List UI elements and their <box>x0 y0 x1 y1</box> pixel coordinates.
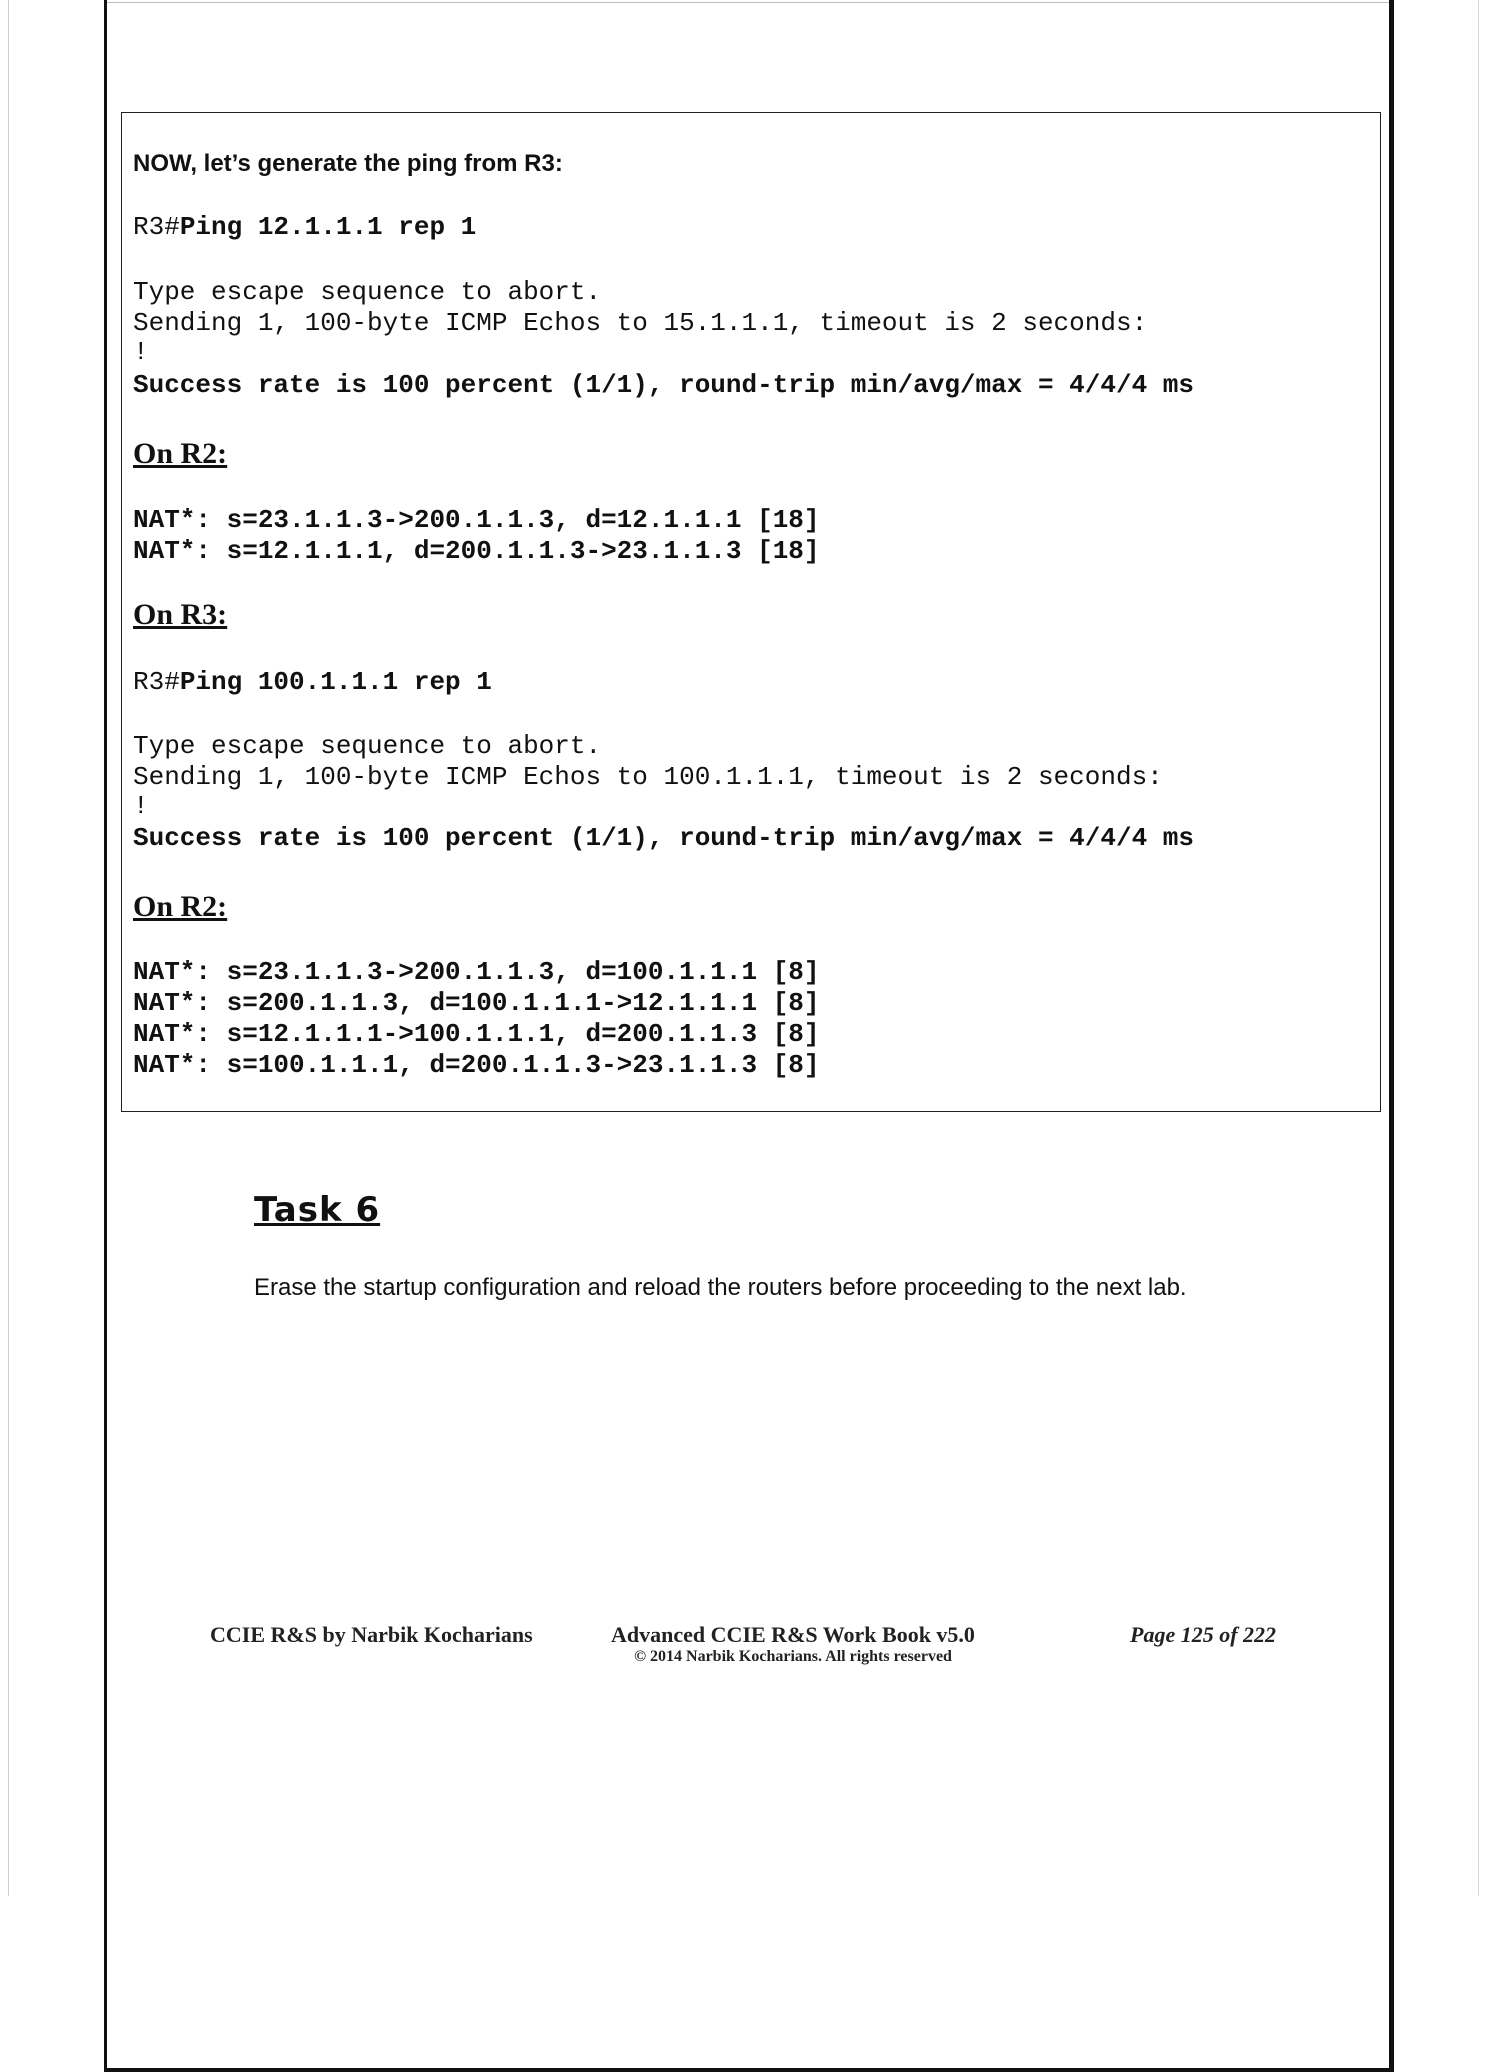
footer-page-number: Page 125 of 222 <box>1130 1622 1277 1647</box>
success-line-2: Success rate is 100 percent (1/1), round-trip min/avg/max = 4/4/4 ms <box>133 823 1194 853</box>
prompt: R3# <box>133 212 180 242</box>
footer-copyright: © 2014 Narbik Kocharians. All rights reserved <box>634 1648 952 1665</box>
nat-line: NAT*: s=12.1.1.1->100.1.1.1, d=200.1.1.3 [8] <box>133 1019 820 1049</box>
sending-line-1: Sending 1, 100-byte ICMP Echos to 15.1.1.1, timeout is 2 seconds: <box>133 308 1148 338</box>
heading-on-r2-b: On R2: <box>133 890 228 923</box>
scan-edge-right <box>1478 0 1479 1896</box>
command: Ping 12.1.1.1 rep 1 <box>179 212 477 242</box>
ping-command-2 <box>133 667 492 698</box>
nat-line: NAT*: s=23.1.1.3->200.1.1.3, d=100.1.1.1 [8] <box>133 957 820 987</box>
ping-command-1 <box>133 212 476 243</box>
sending-line-2: Sending 1, 100-byte ICMP Echos to 100.1.1.1, timeout is 2 seconds: <box>133 762 1163 792</box>
task-description: Erase the startup configuration and reload the routers before proceeding to the next lab. <box>254 1274 1187 1301</box>
heading-on-r3: On R3: <box>133 598 228 631</box>
task-title: Task 6 <box>254 1190 381 1230</box>
footer-book-title: Advanced CCIE R&S Work Book v5.0 <box>611 1622 975 1647</box>
nat-line: NAT*: s=100.1.1.1, d=200.1.1.3->23.1.1.3 [8] <box>133 1050 820 1080</box>
reply-mark-1: ! <box>133 337 149 367</box>
escape-line-1: Type escape sequence to abort. <box>133 277 602 307</box>
nat-line: NAT*: s=200.1.1.3, d=100.1.1.1->12.1.1.1 [8] <box>133 988 820 1018</box>
prompt: R3# <box>133 667 180 697</box>
intro-text: NOW, let’s generate the ping from R3: <box>133 150 563 177</box>
footer-author: CCIE R&S by Narbik Kocharians <box>210 1622 533 1647</box>
command: Ping 100.1.1.1 rep 1 <box>179 667 492 697</box>
escape-line-2: Type escape sequence to abort. <box>133 731 602 761</box>
nat-line: NAT*: s=23.1.1.3->200.1.1.3, d=12.1.1.1 [18] <box>133 505 820 535</box>
reply-mark-2: ! <box>133 791 149 821</box>
nat-line: NAT*: s=12.1.1.1, d=200.1.1.3->23.1.1.3 [18] <box>133 536 820 566</box>
success-line-1: Success rate is 100 percent (1/1), round-trip min/avg/max = 4/4/4 ms <box>133 370 1194 400</box>
heading-on-r2-a: On R2: <box>133 437 228 470</box>
scan-edge-left <box>8 0 9 1896</box>
